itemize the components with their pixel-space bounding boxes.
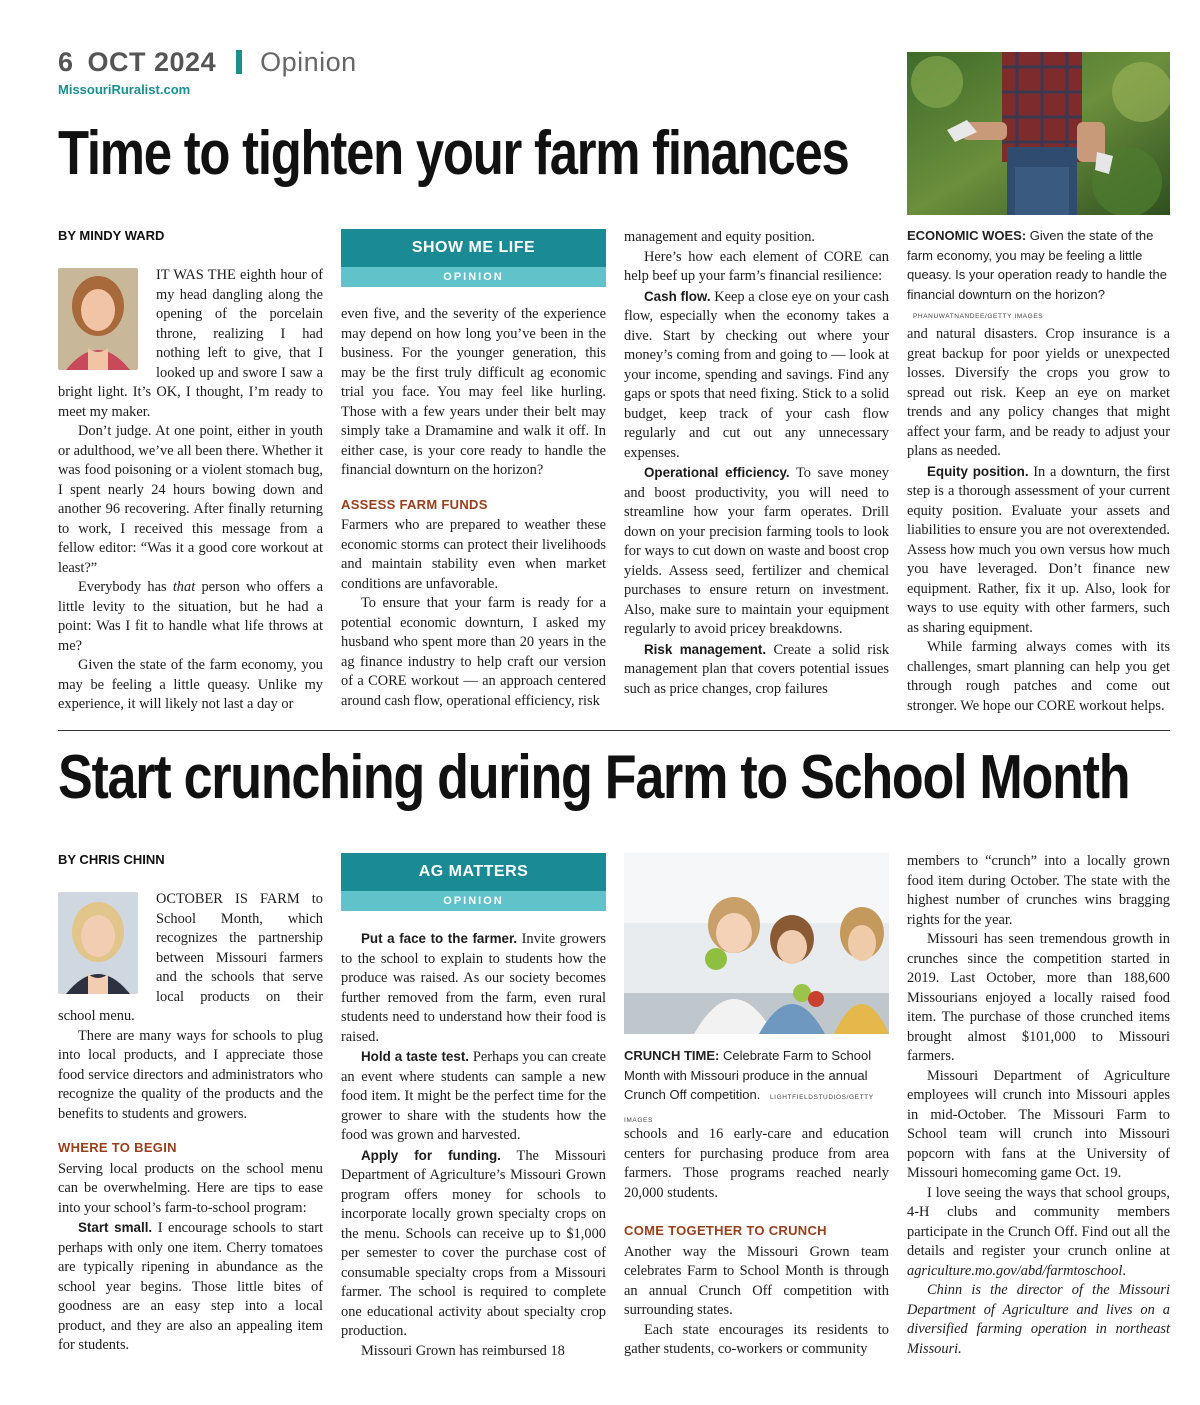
paragraph: Everybody has that person who offers a little levity to the situation, but he had a point: Was I fit to handle what life throws at me?: [58, 579, 323, 654]
article2-headline: Start crunching during Farm to School Month: [58, 743, 1130, 812]
paragraph: schools and 16 early-care and education centers for purchasing produce from area farmers. Those programs reached nearly 20,000 students.: [624, 1126, 889, 1201]
website-link[interactable]: MissouriRuralist.com: [58, 82, 191, 97]
run-in-label: Risk management.: [644, 641, 767, 657]
paragraph: OCTOBER IS FARM to School Month, which recognizes the partnership between Missouri farmers and the schools that serve local products on their school menu.: [58, 891, 323, 1024]
article-divider: [58, 730, 1170, 731]
paragraph: members to “crunch” into a locally grown food item during October. The state with the highest number of crunches wins bragging rights for the year.: [907, 853, 1170, 928]
article2-column-2: [341, 929, 606, 1361]
caption-label: CRUNCH TIME:: [624, 1048, 720, 1063]
run-in-label: Hold a taste test.: [361, 1049, 470, 1064]
paragraph: There are many ways for schools to plug into local products, and I appreciate those food service directors and administrators who recognize the quality of the products and the benefits to students and growers.: [58, 1027, 323, 1122]
paragraph: even five, and the severity of the experience may depend on how long you’ve been in the business. For the younger generation, this may be the first truly difficult ag economic trial you face. You may feel like hurling. Those with a few years under their belt may simply take a Dramamine and walk it off. In either case, is your core ready to handle the financial downturn on the horizon?: [341, 306, 606, 478]
article1-photo-caption: [907, 226, 1170, 327]
caption-text: Given the state of the farm economy, you may be feeling a little queasy. Is your operation ready to handle the financial downturn on the horizon?: [907, 228, 1167, 302]
article1-column-2: [341, 305, 606, 711]
banner-label: OPINION: [341, 267, 606, 287]
paragraph: Serving local products on the school menu can be overwhelming. Here are tips to ease into your school’s farm-to-school program:: [58, 1160, 323, 1216]
paragraph: Put a face to the farmer. Invite growers to the school to explain to students how the produce was raised. As our society becomes further removed from the farm, even rural students need to understand how their food is raised.: [341, 931, 606, 1045]
run-in-label: Operational efficiency.: [644, 465, 790, 480]
children-apples-photo: [624, 853, 889, 1034]
paragraph: Cash flow. Keep a close eye on your cash flow, especially when the economy takes a dive. Start by checking out where your money’s coming from and going to — look at your income, spending and savings. Find any gaps or spots that need fixing. Stick to a solid budget, keep track of your cash flow regularly and cut out any unnecessary expenses.: [624, 288, 890, 461]
paragraph: Given the state of the farm economy, you may be feeling a little queasy. Unlike my experience, it will likely not last a day or: [58, 657, 323, 712]
article2-photo-caption: [624, 1046, 889, 1130]
paragraph: IT WAS THE eighth hour of my head dangling along the opening of the porcelain throne, realizing I had nothing left to give, that I looked up and swore I saw a bright light. It’s OK, I thought, I’m ready to meet my maker.: [58, 267, 323, 420]
run-in-label: Start small.: [78, 1220, 153, 1235]
paragraph: Start small. I encourage schools to start perhaps with only one item. Cherry tomatoes are typically ripening in abundance as the school year begins. Those little bites of goodness are an easy step into a local product, and they are also an appealing item for students.: [58, 1220, 323, 1353]
paragraph: Hold a taste test. Perhaps you can create an event where students can sample a new food item. It might be the perfect time for the grower to share with the students how the food was grown and harvested.: [341, 1049, 606, 1143]
paragraph: Operational efficiency. To save money and boost productivity, you will need to streamline how your farm operates. Drill down on your precision farming tools to look for ways to cut down on waste and boost crop yields. Assess seed, fertilizer and chemical purchases to ensure return on investment. Also, make sure to maintain your equipment regularly to avoid pricey breakdowns.: [624, 465, 889, 637]
farmer-empty-pocket-photo: [907, 52, 1170, 215]
paragraph: management and equity position.: [624, 229, 816, 245]
page-header: [58, 44, 357, 80]
article1-column-4: [907, 325, 1170, 716]
emphasis: that: [172, 579, 196, 595]
paragraph: Apply for funding. The Missouri Department of Agriculture’s Missouri Grown program offers money for schools to incorporate locally grown specialty crops on the menu. Schools can receive up to $1,000 per semester to cover the purchase cost of consumable specialty crops from a Missouri farmer. The school is required to complete one educational activity about specialty crop production.: [341, 1147, 606, 1339]
section-name: Opinion: [260, 46, 357, 77]
banner-title: SHOW ME LIFE: [341, 229, 606, 267]
issue-date: OCT 2024: [87, 46, 217, 77]
paragraph: Missouri Grown has reimbursed 18: [361, 1342, 565, 1359]
run-in-label: Put a face to the farmer.: [361, 931, 518, 946]
caption-text: Celebrate Farm to School Month with Missouri produce in the annual Crunch Off competition.: [624, 1048, 872, 1102]
run-in-label: Equity position.: [927, 463, 1029, 479]
article2-column-1: [58, 890, 323, 1356]
article1-byline: BY MINDY WARD: [58, 228, 165, 243]
article1-headline: Time to tighten your farm finances: [58, 119, 849, 188]
subhead: COME TOGETHER TO CRUNCH: [624, 1223, 827, 1238]
article2-column-4: [907, 852, 1170, 1359]
paragraph: Equity position. In a downturn, the first step is a thorough assessment of your current equity position. Evaluate your assets and liabilities to ensure you are not overextended. Assess how much you own versus how much you have leveraged. Don’t finance new equipment. Rather, fix it up. Also, look for ways to use equity with other farmers, such as sharing equipment.: [907, 463, 1170, 636]
run-in-label: Cash flow.: [644, 288, 711, 304]
paragraph: I love seeing the ways that school groups, 4-H clubs and community members participate in the Crunch Off. Find out all the details and register your crunch online at agriculture.mo.gov/abd/farmtoschool.: [907, 1184, 1170, 1279]
article1-column-3: [624, 228, 889, 699]
paragraph: Farmers who are prepared to weather these economic storms can protect their livelihoods and maintain stability even when market conditions are unfavorable.: [341, 517, 606, 592]
banner-title: AG MATTERS: [341, 853, 606, 891]
paragraph: Missouri has seen tremendous growth in crunches since the competition started in 2019. Last October, more than 188,600 Missourians enjoyed a locally raised food item. The purchase of those crunched items brought almost $101,000 to Missouri farmers.: [907, 931, 1170, 1064]
author-portrait-chris-chinn: [58, 892, 138, 994]
article2-column-3: [624, 1125, 889, 1360]
paragraph: Missouri Department of Agriculture employees will crunch into Missouri apples in mid-October. The Missouri Farm to School team will crunch into Missouri popcorn with fans at the University of Missouri homecoming game Oct. 19.: [907, 1067, 1170, 1181]
paragraph: Don’t judge. At one point, either in youth or adulthood, we’ve all been there. Whether it was food poisoning or a violent stomach bug, I spent nearly 24 hours bowing down and another 96 recovering. After finally returning to work, I received this message from a fellow editor: “Was it a good core workout at least?”: [58, 423, 323, 576]
article-url[interactable]: agriculture.mo.gov/abd/farmtoschool: [907, 1262, 1123, 1279]
paragraph: To ensure that your farm is ready for a potential economic downturn, I asked my husband who spent more than 20 years in the ag finance industry to help craft our version of a CORE workout — an approach centered around cash flow, operational efficiency, risk: [341, 595, 606, 709]
page-number: 6: [58, 46, 74, 77]
paragraph: Another way the Missouri Grown team celebrates Farm to School Month is through an annual Crunch Off competition with surrounding states.: [624, 1243, 889, 1318]
run-in-label: Apply for funding.: [361, 1147, 501, 1163]
paragraph: Risk management. Create a solid risk management plan that covers potential issues such as price changes, crop failures: [624, 641, 890, 697]
photo-credit: PHANUWATNANDEE/GETTY IMAGES: [913, 313, 1044, 320]
author-bio: Chinn is the director of the Missouri Department of Agriculture and lives on a diversified farming operation in northeast Missouri.: [907, 1282, 1170, 1357]
caption-label: ECONOMIC WOES:: [907, 228, 1027, 243]
subhead: WHERE TO BEGIN: [58, 1140, 177, 1155]
photo-credit: LIGHTFIELDSTUDIOS/GETTY IMAGES: [624, 1094, 874, 1124]
paragraph: While farming always comes with its challenges, smart planning can help you get through rough patches and come out stronger. We hope our CORE workout helps.: [907, 639, 1170, 714]
paragraph: Each state encourages its residents to gather students, co-workers or community: [624, 1321, 889, 1357]
author-portrait-mindy-ward: [58, 268, 138, 370]
banner-label: OPINION: [341, 891, 606, 911]
paragraph: Here’s how each element of CORE can help beef up your farm’s financial resilience:: [624, 248, 889, 284]
article2-byline: BY CHRIS CHINN: [58, 852, 165, 867]
header-divider: [236, 50, 242, 74]
subhead: ASSESS FARM FUNDS: [341, 496, 488, 512]
article1-column-1: [58, 266, 323, 715]
column-banner-ag-matters: [341, 853, 606, 911]
paragraph: and natural disasters. Crop insurance is a great backup for poor yields or unexpected losses. Diversify the crops you grow to spread out risk. Keep an eye on market trends and any policy changes that might affect your farm, and be ready to adjust your plans as needed.: [907, 326, 1170, 459]
column-banner-show-me-life: [341, 229, 606, 287]
